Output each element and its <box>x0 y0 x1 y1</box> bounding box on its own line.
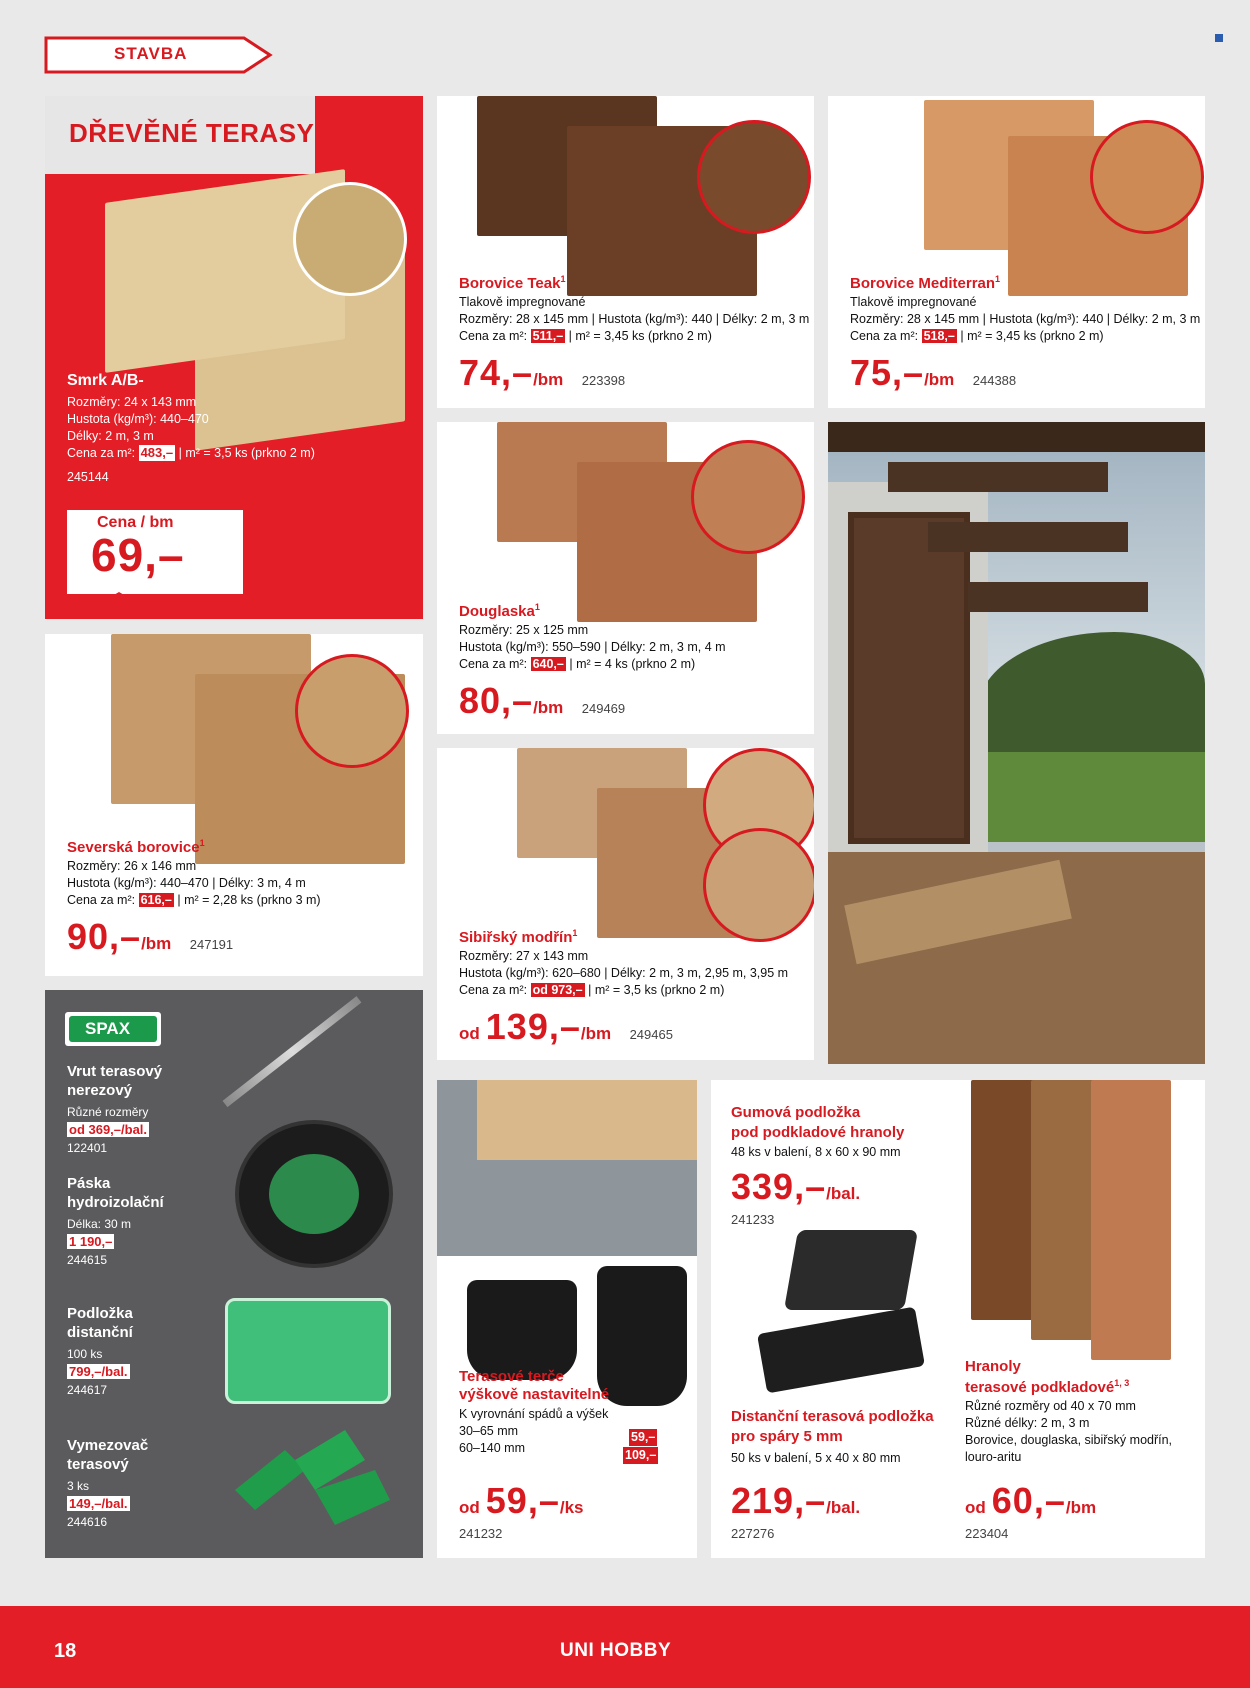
severska-name-text: Severská borovice <box>67 839 200 856</box>
teak-name <box>459 274 565 292</box>
sibirsky-line2: Hustota (kg/m³): 620–680 | Délky: 2 m, 3 m, 2,95 m, 3,95 m <box>459 966 789 980</box>
terce-spec2: 30–65 mm <box>459 1424 519 1438</box>
spacer-wedges-image <box>225 1430 395 1530</box>
tape-roll-image <box>235 1120 393 1268</box>
sibirsky-line1: Rozměry: 27 x 143 mm <box>459 949 589 963</box>
hero-rozmery: Rozměry: 24 x 143 mm <box>67 395 197 409</box>
terce-p1: 59,– <box>631 1430 656 1444</box>
hero-price: 69,– <box>91 529 185 581</box>
teak-code: 223398 <box>581 373 626 388</box>
spax-item-2-code: 244615 <box>67 1253 108 1267</box>
brand-logo-text: UNI HOBBY <box>560 1640 672 1661</box>
mediterran-name-text: Borovice Mediterran <box>850 275 996 292</box>
photo-beam-1 <box>888 462 1108 492</box>
spax-item-2-name2: hydroizolační <box>67 1194 164 1211</box>
hero-delky: Délky: 2 m, 3 m <box>67 429 154 443</box>
spacer-box-image <box>225 1298 391 1404</box>
teak-price: 74,– <box>459 352 534 393</box>
corner-mark <box>1215 34 1223 42</box>
sibirsky-code: 249465 <box>629 1027 673 1042</box>
section-label: STAVBA <box>114 44 188 63</box>
douglaska-cena-line <box>459 656 695 673</box>
sibirsky-cena-rest: | m² = 3,5 ks (prkno 2 m) <box>588 983 725 997</box>
hero-cena-label: Cena za m²: <box>67 446 136 460</box>
gumova-price: 339,– <box>731 1166 827 1207</box>
rubber-pad-image <box>784 1230 918 1310</box>
mediterran-code: 244388 <box>972 373 1017 388</box>
hero-cena-tag: 483,– <box>140 445 174 460</box>
hero-price-pointer <box>95 592 145 606</box>
spax-item-3-price: 799,–/bal. <box>69 1364 128 1379</box>
spax-item-1-name1: Vrut terasový <box>67 1063 163 1080</box>
distancni-unit: /bal. <box>826 1498 861 1517</box>
gumova-name2: pod podkladové hranoly <box>731 1124 905 1141</box>
douglaska-cena-tag: 640,– <box>532 657 564 671</box>
hero-price-label: Cena / bm <box>97 514 174 531</box>
spax-item-3-name1: Podložka <box>67 1305 133 1322</box>
hero-cena-line <box>67 445 315 461</box>
teak-line1: Tlakově impregnované <box>459 295 586 309</box>
sibirsky-prefix: od <box>459 1024 480 1043</box>
teak-panel <box>437 96 814 408</box>
sibirsky-unit: /bm <box>580 1024 612 1043</box>
teak-name-text: Borovice Teak <box>459 275 561 292</box>
hero-price-box <box>67 510 243 594</box>
teak-cena-tag: 511,– <box>532 329 564 343</box>
terce-name2: výškově nastavitelné <box>459 1386 610 1403</box>
severska-price: 90,– <box>67 916 142 957</box>
mediterran-cena-label: Cena za m²: <box>850 329 919 343</box>
hero-cena-rest: | m² = 3,5 ks (prkno 2 m) <box>178 446 315 460</box>
gumova-unit: /bal. <box>826 1184 861 1203</box>
spax-item-4-name2: terasový <box>67 1456 129 1473</box>
terce-deck-photo <box>437 1080 697 1256</box>
douglaska-price: 80,– <box>459 680 534 721</box>
teak-cena-label: Cena za m²: <box>459 329 528 343</box>
mediterran-cena-rest: | m² = 3,45 ks (prkno 2 m) <box>960 329 1104 343</box>
hranoly-code: 223404 <box>965 1526 1009 1541</box>
sibirsky-wood-detail-2 <box>703 828 814 942</box>
gumova-spec: 48 ks v balení, 8 x 60 x 90 mm <box>731 1145 901 1159</box>
photo-meadow <box>978 752 1205 842</box>
hero-wood-detail <box>293 182 407 296</box>
hranoly-price-line <box>965 1480 1096 1522</box>
teak-line2: Rozměry: 28 x 145 mm | Hustota (kg/m³): 440 | Délky: 2 m, 3 m <box>459 312 810 326</box>
sibirsky-cena-line <box>459 982 724 999</box>
screw-image <box>223 996 362 1107</box>
spax-item-4-price: 149,–/bal. <box>69 1496 128 1511</box>
severska-wood-detail <box>295 654 409 768</box>
spax-item-3-code: 244617 <box>67 1383 108 1397</box>
severska-line2: Hustota (kg/m³): 440–470 | Délky: 3 m, 4 m <box>67 876 306 890</box>
hranoly-sup: 1, 3 <box>1114 1378 1130 1388</box>
spax-item-3-name2: distanční <box>67 1324 133 1341</box>
douglaska-unit: /bm <box>533 698 564 717</box>
terce-p2: 109,– <box>625 1448 657 1462</box>
pedestal-image-1 <box>467 1280 577 1380</box>
terce-spec3: 60–140 mm <box>459 1441 526 1455</box>
terce-unit: /ks <box>559 1498 584 1517</box>
mediterran-name <box>850 274 1000 292</box>
terrace-photo <box>828 422 1205 1064</box>
terce-spec1: K vyrovnání spádů a výšek <box>459 1407 609 1421</box>
terce-prefix: od <box>459 1498 480 1517</box>
severska-line1: Rozměry: 26 x 146 mm <box>67 859 197 873</box>
podlozky-panel <box>711 1080 951 1558</box>
douglaska-cena-rest: | m² = 4 ks (prkno 2 m) <box>569 657 696 671</box>
severska-sup: 1 <box>199 838 205 848</box>
severska-code: 247191 <box>189 937 234 952</box>
hranoly-price: 60,– <box>991 1480 1066 1521</box>
hero-title: DŘEVĚNÉ TERASY <box>69 118 315 148</box>
severska-cena-label: Cena za m²: <box>67 893 136 907</box>
teak-wood-detail <box>697 120 811 234</box>
terce-deck-boards <box>477 1080 697 1160</box>
douglaska-price-line <box>459 680 625 722</box>
spax-item-1-code: 122401 <box>67 1141 108 1155</box>
hero-code: 245144 <box>67 470 109 484</box>
severska-cena-tag: 616,– <box>140 893 172 907</box>
spax-item-4-spec: 3 ks <box>67 1479 90 1493</box>
hero-panel <box>45 96 423 619</box>
sibirsky-cena-label: Cena za m²: <box>459 983 528 997</box>
mediterran-cena-line <box>850 328 1104 345</box>
hranoly-spec2: Různé délky: 2 m, 3 m <box>965 1416 1090 1430</box>
douglaska-sup: 1 <box>534 602 540 612</box>
hranoly-beam-3 <box>1091 1080 1171 1360</box>
mediterran-line2: Rozměry: 28 x 145 mm | Hustota (kg/m³): 440 | Délky: 2 m, 3 m <box>850 312 1201 326</box>
mediterran-price-line <box>850 352 1016 394</box>
douglaska-line2: Hustota (kg/m³): 550–590 | Délky: 2 m, 3 m, 4 m <box>459 640 726 654</box>
sibirsky-panel <box>437 748 814 1060</box>
mediterran-panel <box>828 96 1205 408</box>
teak-unit: /bm <box>533 370 564 389</box>
mediterran-line1: Tlakově impregnované <box>850 295 977 309</box>
hranoly-panel <box>951 1080 1205 1558</box>
spax-item-1-price: od 369,–/bal. <box>69 1122 148 1137</box>
hranoly-spec3: Borovice, douglaska, sibiřský modřín, <box>965 1433 1173 1447</box>
hranoly-name2-text: terasové podkladové <box>965 1379 1115 1396</box>
terce-panel <box>437 1080 697 1558</box>
severska-cena-rest: | m² = 2,28 ks (prkno 3 m) <box>177 893 321 907</box>
douglaska-name-text: Douglaska <box>459 603 535 620</box>
terce-name1: Terasové terče <box>459 1368 564 1385</box>
distancni-spec: 50 ks v balení, 5 x 40 x 80 mm <box>731 1451 901 1465</box>
douglaska-name <box>459 602 540 620</box>
tape-roll-label <box>269 1154 359 1234</box>
sibirsky-name-text: Sibiřský modřín <box>459 929 573 946</box>
douglaska-panel <box>437 422 814 734</box>
spax-panel <box>45 990 423 1558</box>
hero-product-name: Smrk A/B- <box>67 372 144 389</box>
hranoly-name1: Hranoly <box>965 1358 1021 1375</box>
hero-hustota: Hustota (kg/m³): 440–470 <box>67 412 209 426</box>
teak-cena-line <box>459 328 712 345</box>
spax-logo <box>65 1012 161 1046</box>
teak-sup: 1 <box>560 274 566 284</box>
sibirsky-cena-tag: od 973,– <box>532 983 583 997</box>
sibirsky-price-line <box>459 1006 673 1048</box>
hranoly-unit: /bm <box>1065 1498 1097 1517</box>
sibirsky-sup: 1 <box>572 928 578 938</box>
mediterran-cena-tag: 518,– <box>923 329 955 343</box>
section-tab <box>44 36 274 74</box>
terce-price: 59,– <box>485 1480 560 1521</box>
gumova-name1: Gumová podložka <box>731 1104 861 1121</box>
spax-item-4-name1: Vymezovač <box>67 1437 149 1454</box>
sibirsky-price: 139,– <box>485 1006 581 1047</box>
spax-item-3-spec: 100 ks <box>67 1347 103 1361</box>
spax-item-2-price: 1 190,– <box>69 1234 113 1249</box>
distancni-price: 219,– <box>731 1480 827 1521</box>
spax-logo-text: SPAX <box>85 1019 131 1038</box>
spax-item-1-spec: Různé rozměry <box>67 1105 149 1119</box>
severska-name <box>67 838 205 856</box>
photo-window <box>848 512 970 844</box>
mediterran-price: 75,– <box>850 352 925 393</box>
gumova-price-line <box>731 1166 860 1208</box>
hranoly-spec4: louro-aritu <box>965 1450 1022 1464</box>
severska-cena-line <box>67 892 321 909</box>
page-number: 18 <box>54 1640 77 1662</box>
terce-code: 241232 <box>459 1526 503 1541</box>
distancni-name1: Distanční terasová podložka <box>731 1408 934 1425</box>
douglaska-cena-label: Cena za m²: <box>459 657 528 671</box>
footer-brand <box>560 1640 671 1662</box>
photo-roof <box>828 422 1205 452</box>
spax-item-1-name2: nerezový <box>67 1082 133 1099</box>
mediterran-sup: 1 <box>995 274 1001 284</box>
spax-item-2-spec: Délka: 30 m <box>67 1217 132 1231</box>
hranoly-prefix: od <box>965 1498 986 1517</box>
sibirsky-name <box>459 928 577 946</box>
severska-unit: /bm <box>141 934 172 953</box>
hranoly-name2 <box>965 1378 1129 1396</box>
douglaska-code: 249469 <box>581 701 626 716</box>
spax-item-2-name1: Páska <box>67 1175 111 1192</box>
severska-panel <box>45 634 423 976</box>
teak-cena-rest: | m² = 3,45 ks (prkno 2 m) <box>568 329 712 343</box>
distancni-code: 227276 <box>731 1526 775 1541</box>
photo-beam-3 <box>968 582 1148 612</box>
spax-item-4-code: 244616 <box>67 1515 108 1529</box>
severska-price-line <box>67 916 233 958</box>
teak-price-line <box>459 352 625 394</box>
mediterran-unit: /bm <box>924 370 955 389</box>
spacer-grid-image <box>757 1307 925 1394</box>
distancni-name2: pro spáry 5 mm <box>731 1428 843 1445</box>
distancni-price-line <box>731 1480 860 1522</box>
douglaska-wood-detail <box>691 440 805 554</box>
terce-price-line <box>459 1480 584 1522</box>
photo-beam-2 <box>928 522 1128 552</box>
pedestal-image-2 <box>597 1266 687 1406</box>
mediterran-wood-detail <box>1090 120 1204 234</box>
douglaska-line1: Rozměry: 25 x 125 mm <box>459 623 589 637</box>
hranoly-spec1: Různé rozměry od 40 x 70 mm <box>965 1399 1136 1413</box>
hranoly-beam-1 <box>971 1080 1036 1320</box>
gumova-code: 241233 <box>731 1212 775 1227</box>
